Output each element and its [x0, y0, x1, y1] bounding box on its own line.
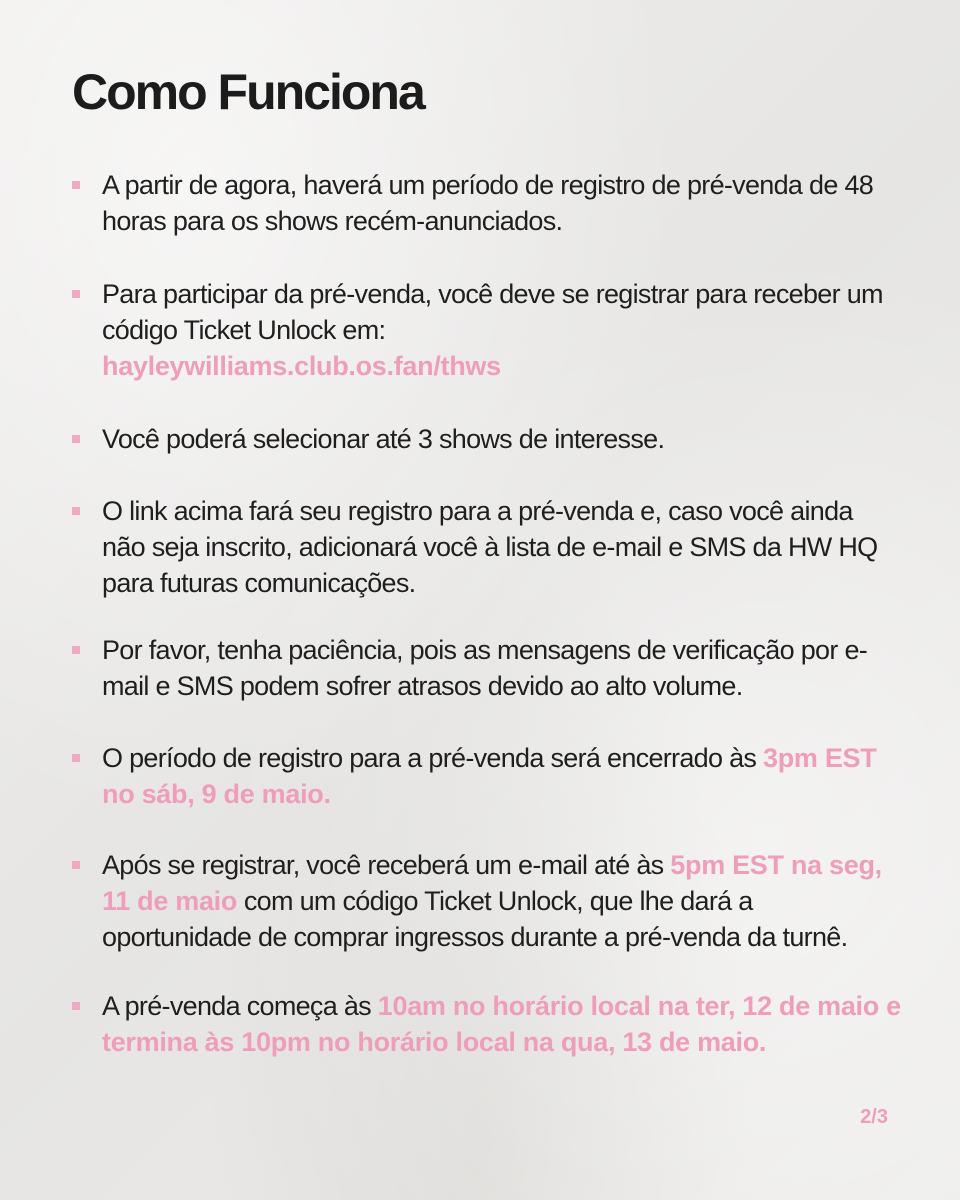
bullet-square-icon [72, 290, 80, 298]
item-text-content: Após se registrar, você receberá um e-mail até às [102, 850, 671, 880]
item-text [102, 421, 902, 457]
deadline-highlight: 3pm EST no sáb, 9 de maio. [102, 743, 877, 809]
item-text-content: Para participar da pré-venda, você deve se registrar para receber um código Ticket Unlock em: [102, 279, 883, 345]
email-date-highlight: 5pm EST na seg, 11 de maio [102, 850, 882, 916]
page-indicator: 2/3 [860, 1106, 888, 1128]
bullet-square-icon [72, 754, 80, 762]
item-text-content: O período de registro para a pré-venda será encerrado às [102, 743, 764, 773]
item-text-content: A pré-venda começa às [102, 991, 378, 1021]
presale-window-highlight: 10am no horário local na ter, 12 de maio e termina às 10pm no horário local na qua, 13 de maio. [102, 991, 901, 1057]
item-text [102, 167, 902, 239]
item-text [102, 740, 902, 812]
item-text-content: O link acima fará seu registro para a pré-venda e, caso você ainda não seja inscrito, adicionará você à lista de e-mail e SMS da HW HQ para futuras comunicações. [102, 496, 878, 598]
item-text [102, 847, 902, 955]
item-text-content: Você poderá selecionar até 3 shows de interesse. [102, 424, 665, 454]
item-text-content: com um código Ticket Unlock, que lhe dará a oportunidade de comprar ingressos durante a pré-venda da turnê. [102, 886, 848, 952]
bullet-square-icon [72, 507, 80, 515]
item-text-content: Por favor, tenha paciência, pois as mensagens de verificação por e-mail e SMS podem sofrer atrasos devido ao alto volume. [102, 635, 868, 701]
item-text [102, 493, 902, 601]
item-text [102, 988, 902, 1060]
bullet-square-icon [72, 646, 80, 654]
bullet-square-icon [72, 435, 80, 443]
bullet-square-icon [72, 181, 80, 189]
bullet-square-icon [72, 861, 80, 869]
bullet-square-icon [72, 1002, 80, 1010]
registration-link[interactable]: hayleywilliams.club.os.fan/thws [102, 351, 501, 381]
item-text [102, 632, 902, 704]
item-text [102, 276, 902, 384]
page-title: Como Funciona [72, 64, 424, 120]
item-text-content: A partir de agora, haverá um período de registro de pré-venda de 48 horas para os shows recém-anunciados. [102, 170, 874, 236]
